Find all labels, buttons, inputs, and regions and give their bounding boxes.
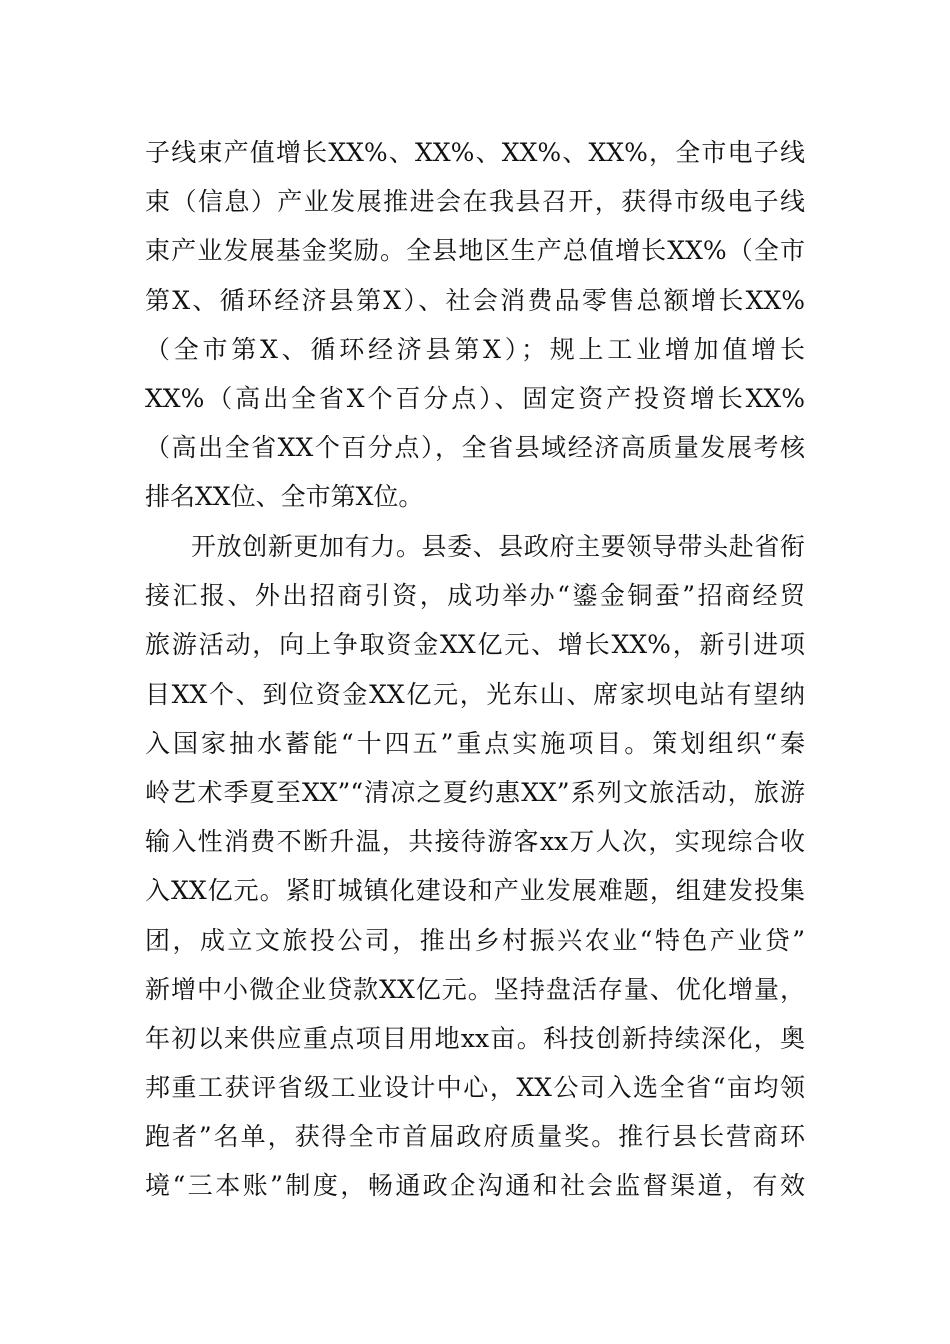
text-line: 旅游活动，向上争取资金XX亿元、增长XX%，新引进项 bbox=[145, 630, 805, 660]
paragraph-economic-growth bbox=[145, 128, 805, 522]
text-line: （全市第X、循环经济县第X）；规上工业增加值增长 bbox=[145, 334, 805, 364]
text-line: XX%（高出全省X个百分点）、固定资产投资增长XX% bbox=[145, 383, 805, 413]
text-line: 邦重工获评省级工业设计中心，XX公司入选全省“亩均领 bbox=[145, 1073, 805, 1103]
paragraph-open-innovation bbox=[145, 522, 805, 1211]
text-line: （高出全省XX个百分点），全省县域经济高质量发展考核 bbox=[145, 433, 805, 463]
text-line: 开放创新更加有力。县委、县政府主要领导带头赴省衔 bbox=[191, 532, 805, 561]
text-line: 排名XX位、全市第X位。 bbox=[145, 482, 424, 512]
text-line: 岭艺术季夏至XX”“清凉之夏约惠XX”系列文旅活动，旅游 bbox=[145, 777, 805, 807]
text-line: 目XX个、到位资金XX亿元，光东山、席家坝电站有望纳 bbox=[145, 679, 805, 709]
text-line: 子线束产值增长XX%、XX%、XX%、XX%，全市电子线 bbox=[145, 138, 805, 167]
text-line: 团，成立文旅投公司，推出乡村振兴农业“特色产业贷” bbox=[145, 925, 805, 955]
text-line: 跑者”名单，获得全市首届政府质量奖。推行县长营商环 bbox=[145, 1122, 805, 1152]
text-line: 束产业发展基金奖励。全县地区生产总值增长XX%（全市 bbox=[145, 236, 805, 266]
text-line: 入国家抽水蓄能“十四五”重点实施项目。策划组织“秦 bbox=[145, 728, 805, 758]
text-line: 年初以来供应重点项目用地xx亩。科技创新持续深化，奥 bbox=[145, 1023, 805, 1053]
text-line: 输入性消费不断升温，共接待游客xx万人次，实现综合收 bbox=[145, 827, 805, 857]
text-line: 境“三本账”制度，畅通政企沟通和社会监督渠道，有效 bbox=[145, 1171, 805, 1201]
text-line: 第X、循环经济县第X）、社会消费品零售总额增长XX% bbox=[145, 285, 805, 315]
text-line: 入XX亿元。紧盯城镇化建设和产业发展难题，组建发投集 bbox=[145, 876, 805, 906]
text-line: 新增中小微企业贷款XX亿元。坚持盘活存量、优化增量， bbox=[145, 974, 805, 1004]
text-line: 束（信息）产业发展推进会在我县召开，获得市级电子线 bbox=[145, 187, 805, 217]
text-line: 接汇报、外出招商引资，成功举办“鎏金铜蚕”招商经贸 bbox=[145, 581, 805, 611]
